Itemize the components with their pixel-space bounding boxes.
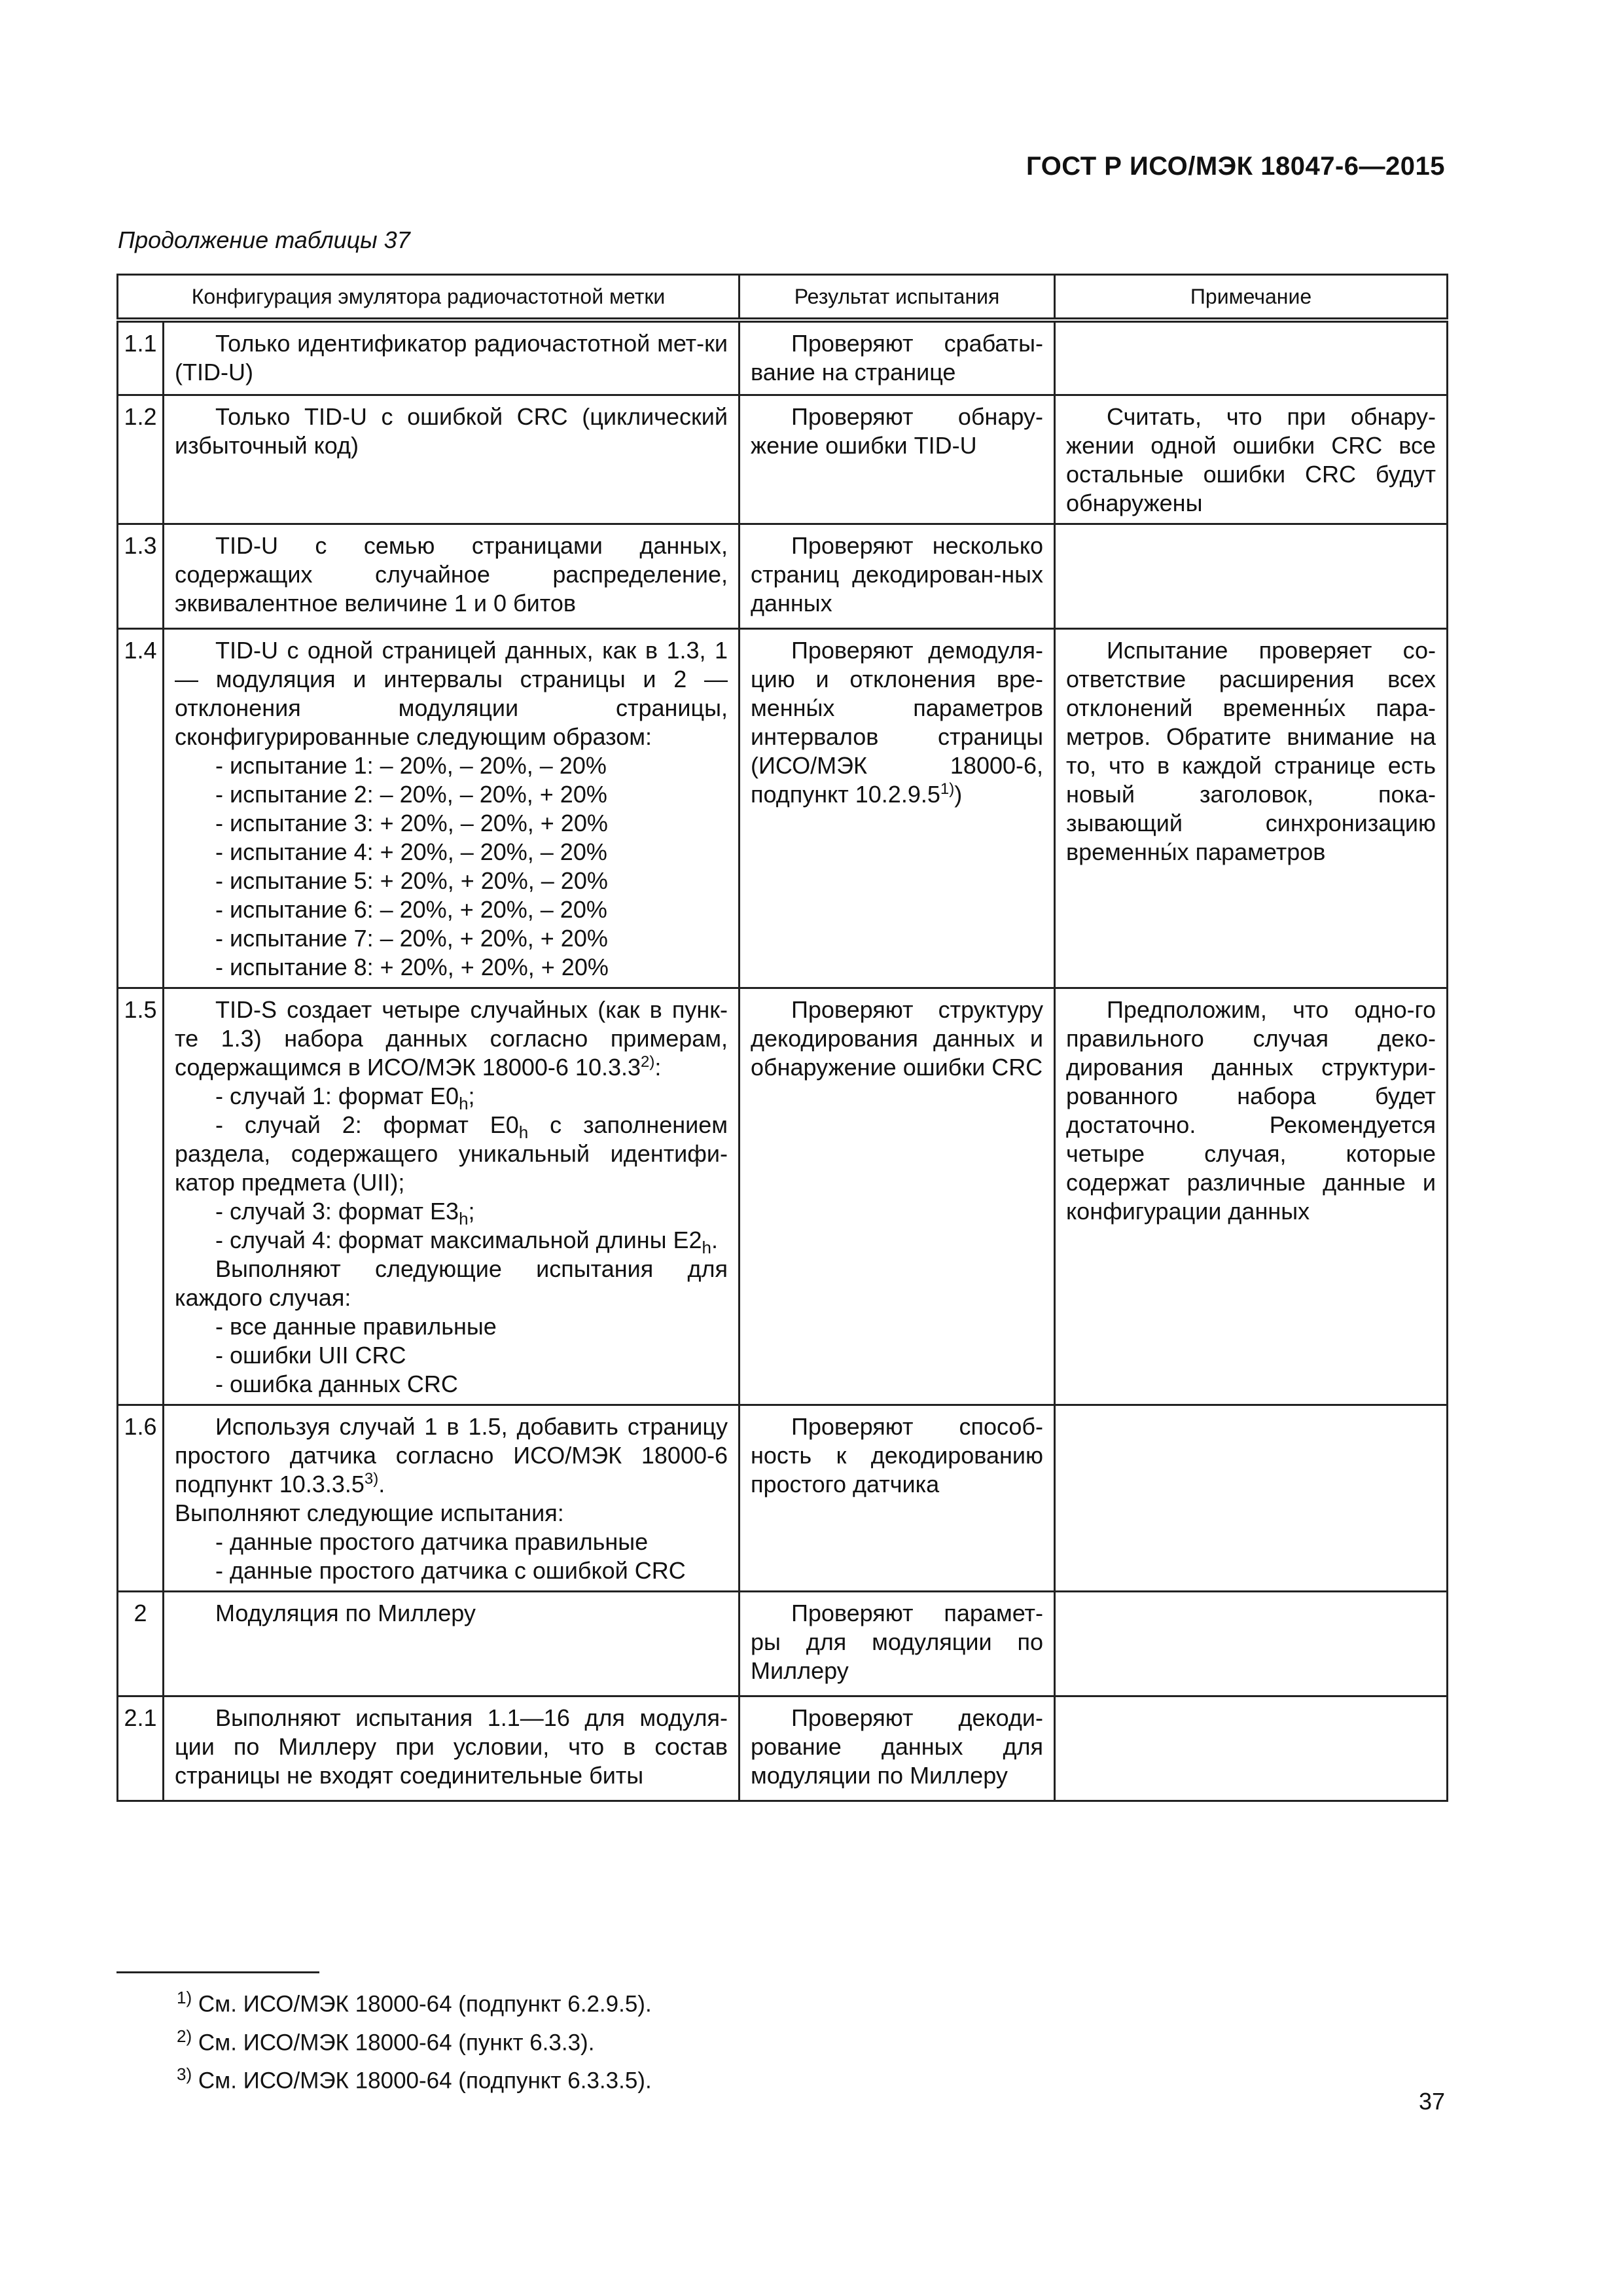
table-row — [118, 1405, 1448, 1591]
footnote — [177, 1982, 652, 2020]
perform-text: Выполняют следующие испытания для каждого случая: — [175, 1255, 728, 1311]
note-cell: Считать, что при обнару-жении одной ошибки CRC все остальные ошибки CRC будут обнаружены — [1055, 395, 1448, 524]
config-text: Выполняют испытания 1.1—16 для модуля-ции по Миллеру при условии, что в состав страницы не входят соединительные биты — [175, 1704, 728, 1789]
footnote-text: См. ИСО/МЭК 18000-64 (пункт 6.3.3). — [192, 2030, 595, 2056]
table-row — [118, 628, 1448, 988]
row-number: 2.1 — [118, 1696, 164, 1801]
config-cell — [164, 988, 740, 1405]
result-cell: Проверяют несколько страниц декодирован-ных данных — [740, 524, 1055, 628]
note-cell — [1055, 1591, 1448, 1696]
result-cell: Проверяют срабаты-вание на странице — [740, 320, 1055, 395]
footnote-divider — [116, 1971, 319, 1973]
row-number: 1.4 — [118, 628, 164, 988]
case-text: - случай 3: формат E3 — [215, 1197, 459, 1225]
footnote-mark: 3) — [177, 2064, 192, 2085]
row-number: 1.2 — [118, 395, 164, 524]
config-cell — [164, 1696, 740, 1801]
test-item: - испытание 6: – 20%, + 20%, – 20% — [215, 895, 607, 923]
config-intro-end: . — [378, 1470, 385, 1498]
note-cell — [1055, 1696, 1448, 1801]
config-text: Только TID-U с ошибкой CRC (циклический избыточный код) — [175, 403, 728, 459]
config-cell — [164, 395, 740, 524]
result-text-end: ) — [954, 780, 963, 808]
document-code-header: ГОСТ Р ИСО/МЭК 18047-6—2015 — [1026, 152, 1445, 181]
result-cell: Проверяют обнару-жение ошибки TID-U — [740, 395, 1055, 524]
case-end: . — [711, 1226, 719, 1253]
row-number: 1.3 — [118, 524, 164, 628]
case-text: - случай 1: формат E0 — [215, 1082, 459, 1109]
result-cell: Проверяют структуру декодирования данных и обнаружение ошибки CRC — [740, 988, 1055, 1405]
test-item: - данные простого датчика правильные — [215, 1528, 649, 1555]
column-header-result: Результат испытания — [740, 275, 1055, 321]
page-number: 37 — [1418, 2088, 1445, 2115]
test-item: - испытание 3: + 20%, – 20%, + 20% — [215, 809, 608, 836]
config-text — [175, 1412, 728, 1499]
footnote-ref: 2) — [641, 1052, 655, 1071]
config-intro: TID-S создает четыре случайных (как в пунк-те 1.3) набора данных согласно примерам, содержащимся в ИСО/МЭК 18000-6 10.3.3 — [175, 996, 728, 1081]
case-end: с заполнением раздела, содержащего уникальный идентифи-катор предмета (UII); — [175, 1111, 728, 1196]
test-table — [116, 274, 1448, 1802]
column-header-configuration: Конфигурация эмулятора радиочастотной метки — [118, 275, 740, 321]
result-cell: Проверяют способ-ность к декодированию простого датчика — [740, 1405, 1055, 1591]
test-item: - все данные правильные — [215, 1312, 497, 1340]
config-cell — [164, 524, 740, 628]
config-cell — [164, 320, 740, 395]
footnote-text: См. ИСО/МЭК 18000-64 (подпункт 6.3.3.5). — [192, 2068, 652, 2094]
config-text: Только идентификатор радиочастотной мет-ки (TID-U) — [175, 330, 728, 386]
row-number: 2 — [118, 1591, 164, 1696]
row-number: 1.1 — [118, 320, 164, 395]
test-item: - данные простого датчика с ошибкой CRC — [215, 1556, 686, 1584]
test-item: - испытание 5: + 20%, + 20%, – 20% — [215, 867, 608, 894]
case-item — [175, 1111, 728, 1197]
case-end: ; — [468, 1197, 475, 1225]
case-item — [175, 1197, 728, 1229]
note-cell — [1055, 320, 1448, 395]
config-intro: Используя случай 1 в 1.5, добавить страницу простого датчика согласно ИСО/МЭК 18000-6 подпункт 10.3.3.5 — [175, 1412, 728, 1498]
perform-text: Выполняют следующие испытания: — [175, 1499, 564, 1526]
table-header-row — [118, 275, 1448, 321]
case-subscript: h — [459, 1093, 469, 1113]
config-text: TID-U с одной страницей данных, как в 1.3, 1 — модуляция и интервалы страницы и 2 — отклонения модуляции страницы, сконфигурированные следующим образом: — [175, 636, 728, 750]
case-item — [175, 1226, 728, 1255]
case-item — [175, 1082, 728, 1111]
footnotes — [177, 1982, 652, 2097]
note-cell: Испытание проверяет со-ответствие расширения всех отклонений временны́х пара-метров. Обратите внимание на то, что в каждой странице есть новый заголовок, пока-зывающий синхронизацию временны́х параметров — [1055, 628, 1448, 988]
test-item: - испытание 4: + 20%, – 20%, – 20% — [215, 838, 607, 865]
footnote-mark: 2) — [177, 2026, 192, 2046]
config-intro-end: : — [654, 1053, 662, 1081]
case-subscript: h — [702, 1237, 712, 1257]
table-row — [118, 524, 1448, 628]
footnote-text: См. ИСО/МЭК 18000-64 (подпункт 6.2.9.5). — [192, 1991, 652, 2017]
config-text — [175, 996, 728, 1082]
footnote — [177, 2058, 652, 2097]
footnote-ref: 1) — [940, 780, 955, 798]
case-subscript: h — [518, 1122, 529, 1142]
case-end: ; — [468, 1082, 475, 1109]
note-cell: Предположим, что одно-го правильного случая деко-дирования данных структури-рованного набора будет достаточно. Рекомендуется четыре случая, которые содержат различные данные и конфигурации данных — [1055, 988, 1448, 1405]
test-item: - испытание 8: + 20%, + 20%, + 20% — [215, 953, 609, 980]
result-text: Проверяют демодуля-цию и отклонения вре-менны́х параметров интервалов страницы (ИСО/МЭК 18000-6, подпункт 10.2.9.5 — [751, 636, 1044, 808]
config-text: Модуляция по Миллеру — [215, 1599, 476, 1626]
test-item: - ошибки UII CRC — [215, 1341, 406, 1369]
test-item: - испытание 7: – 20%, + 20%, + 20% — [215, 924, 608, 952]
footnote-ref: 3) — [364, 1469, 379, 1488]
table-caption: Продолжение таблицы 37 — [118, 226, 410, 253]
table-row — [118, 1696, 1448, 1801]
table-row — [118, 1591, 1448, 1696]
result-cell: Проверяют парамет-ры для модуляции по Миллеру — [740, 1591, 1055, 1696]
case-subscript: h — [459, 1208, 469, 1229]
table-row — [118, 395, 1448, 524]
column-header-note: Примечание — [1055, 275, 1448, 321]
config-cell — [164, 628, 740, 988]
table-row — [118, 320, 1448, 395]
row-number: 1.6 — [118, 1405, 164, 1591]
config-text: TID-U с семью страницами данных, содержащих случайное распределение, эквивалентное величине 1 и 0 битов — [175, 531, 728, 617]
test-item: - испытание 1: – 20%, – 20%, – 20% — [215, 751, 607, 779]
test-item: - испытание 2: – 20%, – 20%, + 20% — [215, 780, 607, 808]
config-cell — [164, 1591, 740, 1696]
test-item: - ошибка данных CRC — [215, 1370, 458, 1397]
result-cell: Проверяют декоди-рование данных для модуляции по Миллеру — [740, 1696, 1055, 1801]
config-cell — [164, 1405, 740, 1591]
note-cell — [1055, 524, 1448, 628]
table-row — [118, 988, 1448, 1405]
case-text: - случай 2: формат E0 — [215, 1111, 519, 1138]
row-number: 1.5 — [118, 988, 164, 1405]
result-cell — [740, 628, 1055, 988]
case-text: - случай 4: формат максимальной длины E2 — [215, 1226, 702, 1253]
footnote-mark: 1) — [177, 1988, 192, 2007]
footnote — [177, 2020, 652, 2059]
note-cell — [1055, 1405, 1448, 1591]
